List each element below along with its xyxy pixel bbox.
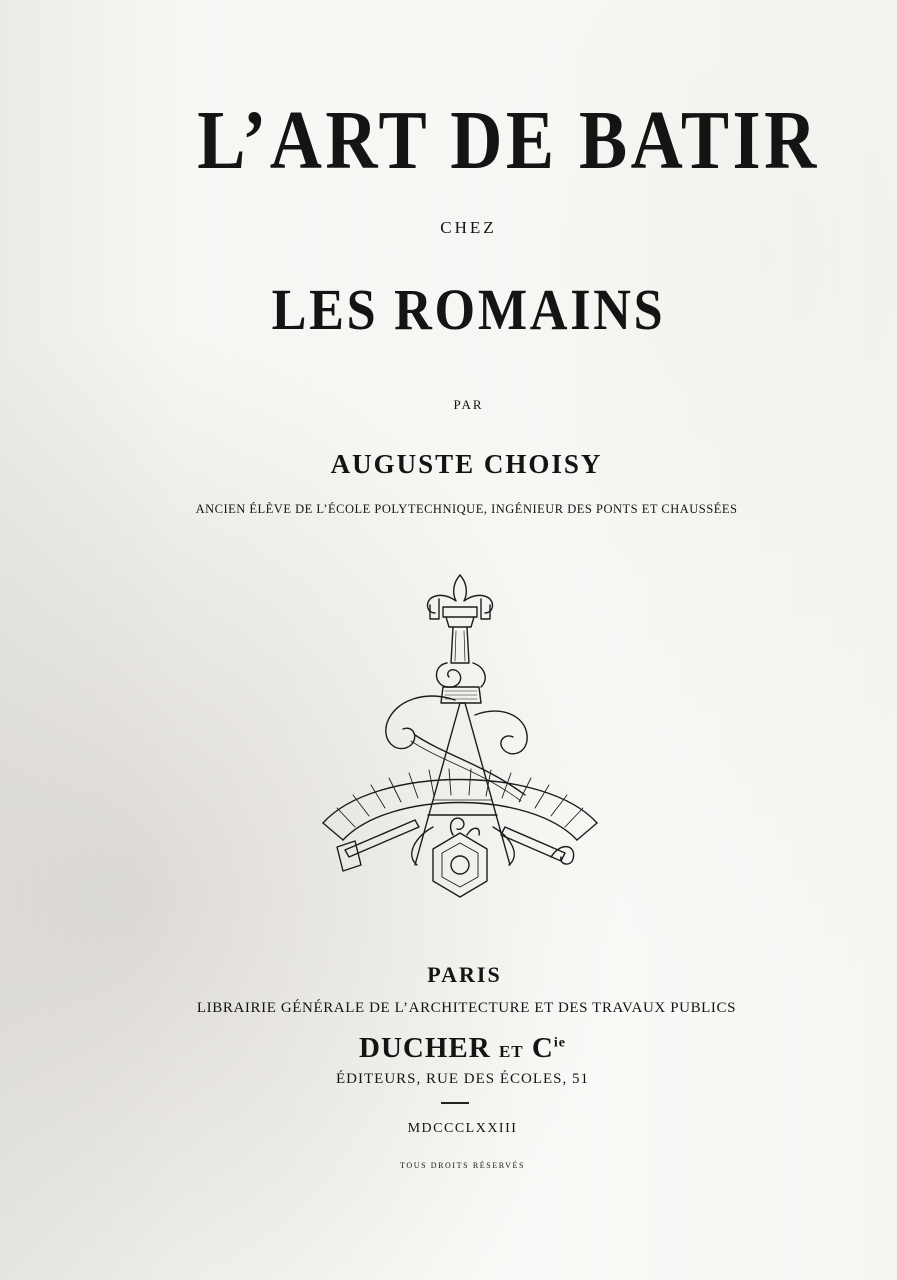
book-subtitle: LES ROMAINS: [271, 277, 666, 342]
architectural-monogram-emblem-icon: [315, 565, 605, 910]
divider-rule: [441, 1102, 469, 1104]
publisher-et: ET: [498, 1042, 524, 1061]
publisher-name: [14, 1032, 897, 1065]
author-affiliation: ANCIEN ÉLÈVE DE L’ÉCOLE POLYTECHNIQUE, INGÉNIEUR DES PONTS ET CHAUSSÉES: [195, 502, 738, 516]
publisher-company: C: [531, 1032, 554, 1064]
publisher-address: ÉDITEURS, RUE DES ÉCOLES, 51: [336, 1071, 589, 1087]
publication-year: MDCCCLXXIII: [407, 1121, 518, 1136]
publisher-company-superscript: ie: [553, 1035, 566, 1051]
author-name: AUGUSTE CHOISY: [330, 449, 603, 479]
imprint-city: PARIS: [427, 962, 502, 987]
book-title: L’ART DE BATIR: [197, 94, 820, 187]
bookseller-name: LIBRAIRIE GÉNÉRALE DE L’ARCHITECTURE ET DES TRAVAUX PUBLICS: [196, 1000, 737, 1016]
title-connector: CHEZ: [440, 218, 497, 237]
by-label: PAR: [453, 397, 484, 412]
rights-notice: TOUS DROITS RÉSERVÉS: [399, 1161, 525, 1170]
publisher-surname: DUCHER: [359, 1032, 491, 1064]
